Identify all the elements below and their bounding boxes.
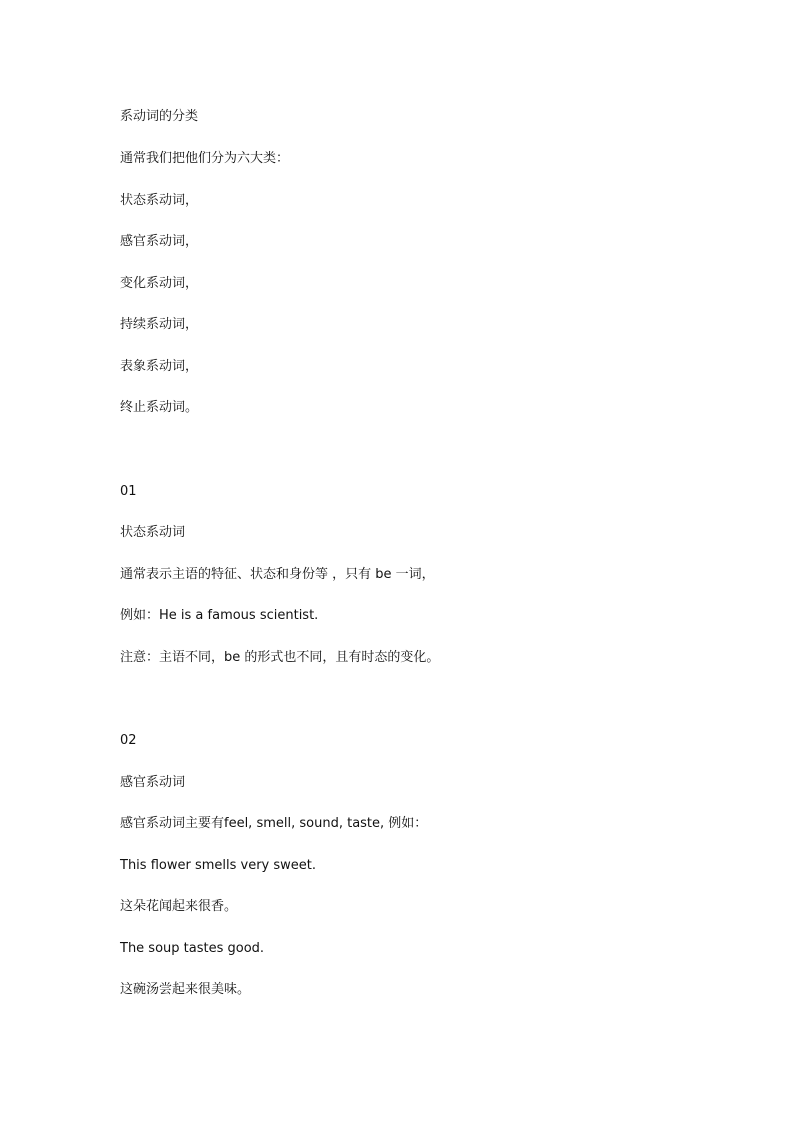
example-sentence-english: The soup tastes good. [120, 941, 265, 956]
category-item: 持续系动词， [120, 317, 199, 332]
section-number: 02 [120, 733, 137, 748]
section-description: 通常表示主语的特征、状态和身份等 ，只有 be 一词， [120, 567, 435, 582]
category-item: 状态系动词， [120, 193, 199, 208]
example-sentence-chinese: 这碗汤尝起来很美味。 [120, 982, 251, 997]
category-item: 变化系动词， [120, 276, 199, 291]
document-heading: 系动词的分类 [120, 109, 199, 124]
section-description: 感官系动词主要有feel, smell, sound, taste, 例如： [120, 816, 428, 831]
category-item: 感官系动词， [120, 234, 199, 249]
section-title: 状态系动词 [120, 525, 186, 540]
note-text: 注意：主语不同，be 的形式也不同，且有时态的变化。 [120, 650, 440, 665]
example-sentence: 例如：He is a famous scientist. [120, 608, 319, 623]
category-item: 终止系动词。 [120, 400, 199, 415]
section-number: 01 [120, 484, 137, 499]
example-sentence-chinese: 这朵花闻起来很香。 [120, 899, 238, 914]
category-item: 表象系动词， [120, 359, 199, 374]
example-sentence-english: This flower smells very sweet. [120, 858, 317, 873]
section-title: 感官系动词 [120, 775, 186, 790]
intro-text: 通常我们把他们分为六大类： [120, 151, 290, 166]
